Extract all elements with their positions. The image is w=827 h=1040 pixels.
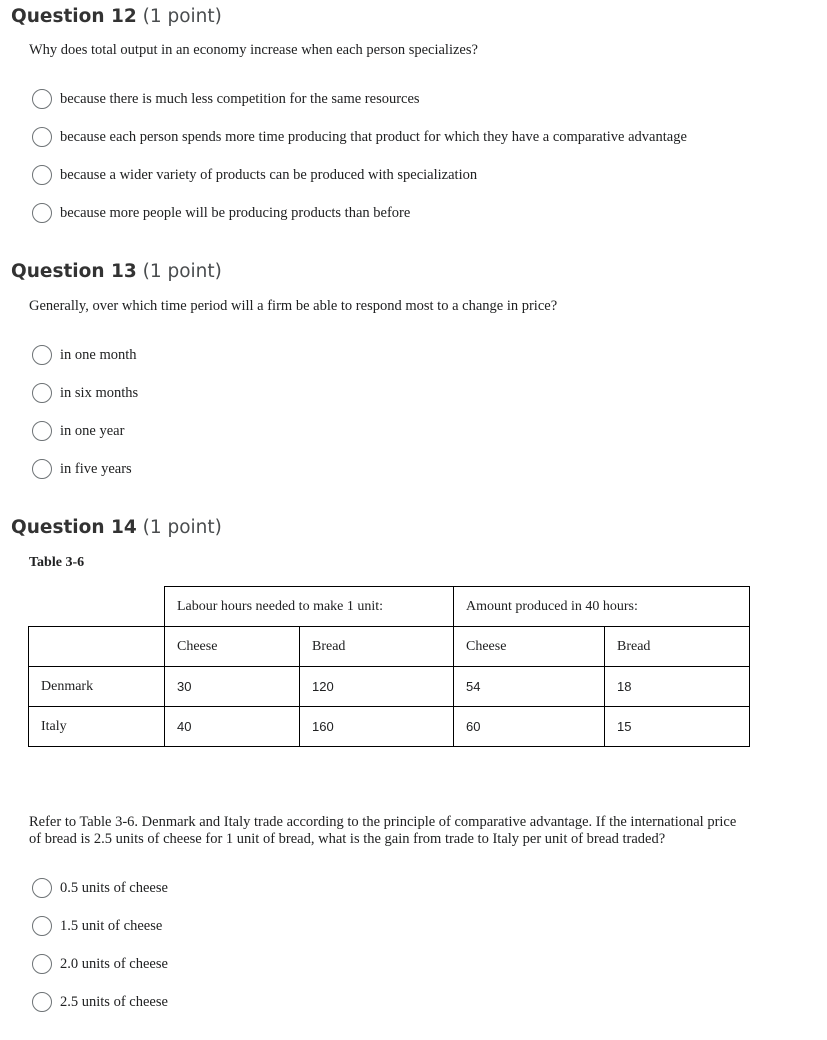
option-label: because there is much less competition for the same resources: [60, 90, 420, 107]
option-label: 1.5 unit of cheese: [60, 917, 163, 934]
radio-button[interactable]: [32, 459, 52, 479]
q12-option-1[interactable]: [32, 87, 420, 111]
radio-button[interactable]: [32, 992, 52, 1012]
radio-button[interactable]: [32, 916, 52, 936]
option-label: 0.5 units of cheese: [60, 879, 168, 896]
q14-option-2[interactable]: [32, 914, 162, 938]
q12-option-2[interactable]: [32, 125, 687, 149]
table-border: [749, 586, 750, 747]
q14-option-4[interactable]: [32, 990, 168, 1014]
table-cell: 15: [617, 719, 632, 734]
table-group-header: Amount produced in 40 hours:: [466, 598, 638, 614]
option-label: in one month: [60, 346, 137, 363]
table-column-header: Bread: [617, 638, 651, 654]
question-title: Question 13: [11, 261, 137, 282]
question-14-heading: [11, 517, 222, 538]
radio-button[interactable]: [32, 127, 52, 147]
q12-option-3[interactable]: [32, 163, 477, 187]
option-label: 2.0 units of cheese: [60, 955, 168, 972]
q14-option-1[interactable]: [32, 876, 168, 900]
radio-button[interactable]: [32, 165, 52, 185]
q13-option-2[interactable]: [32, 381, 138, 405]
question-title: Question 14: [11, 517, 137, 538]
table-cell: 18: [617, 679, 632, 694]
table-group-header: Labour hours needed to make 1 unit:: [177, 598, 384, 614]
radio-button[interactable]: [32, 383, 52, 403]
q13-option-4[interactable]: [32, 457, 132, 481]
question-12-prompt: Why does total output in an economy increase when each person specializes?: [29, 42, 478, 58]
option-label: in six months: [60, 384, 139, 401]
radio-button[interactable]: [32, 878, 52, 898]
option-label: because a wider variety of products can be produced with specialization: [60, 166, 478, 183]
table-cell: 60: [466, 719, 481, 734]
q14-option-3[interactable]: [32, 952, 168, 976]
table-cell: 160: [312, 719, 334, 734]
table-cell: 40: [177, 719, 192, 734]
question-13-prompt: Generally, over which time period will a firm be able to respond most to a change in price?: [29, 298, 558, 314]
table-column-header: Cheese: [466, 638, 507, 654]
q13-option-1[interactable]: [32, 343, 137, 367]
table-cell: 54: [466, 679, 481, 694]
q12-option-4[interactable]: [32, 201, 410, 225]
question-14-prompt: Refer to Table 3-6. Denmark and Italy trade according to the principle of comparative advantage. If the international price of bread is 2.5 units of cheese for 1 unit of bread, what is the gain from trade to Italy per unit of bread traded?: [29, 814, 737, 847]
table-row-label: Denmark: [41, 678, 94, 694]
option-label: 2.5 units of cheese: [60, 993, 168, 1010]
table-column-header: Bread: [312, 638, 346, 654]
option-label: in one year: [60, 422, 125, 439]
question-points: (1 point): [142, 261, 222, 282]
table-cell: 120: [312, 679, 334, 694]
table-border: [28, 746, 750, 747]
table-column-header: Cheese: [177, 638, 218, 654]
table-title: Table 3-6: [29, 555, 85, 570]
option-label: in five years: [60, 460, 132, 477]
question-13-heading: [11, 261, 222, 282]
option-label: because more people will be producing products than before: [60, 204, 411, 221]
option-label: because each person spends more time producing that product for which they have a comparative advantage: [60, 128, 687, 145]
table-row-label: Italy: [41, 718, 67, 734]
table-cell: 30: [177, 679, 192, 694]
question-title: Question 12: [11, 6, 137, 27]
radio-button[interactable]: [32, 345, 52, 365]
question-points: (1 point): [142, 517, 222, 538]
radio-button[interactable]: [32, 203, 52, 223]
radio-button[interactable]: [32, 89, 52, 109]
radio-button[interactable]: [32, 954, 52, 974]
question-12-heading: [11, 6, 222, 27]
radio-button[interactable]: [32, 421, 52, 441]
q13-option-3[interactable]: [32, 419, 124, 443]
question-points: (1 point): [142, 6, 222, 27]
